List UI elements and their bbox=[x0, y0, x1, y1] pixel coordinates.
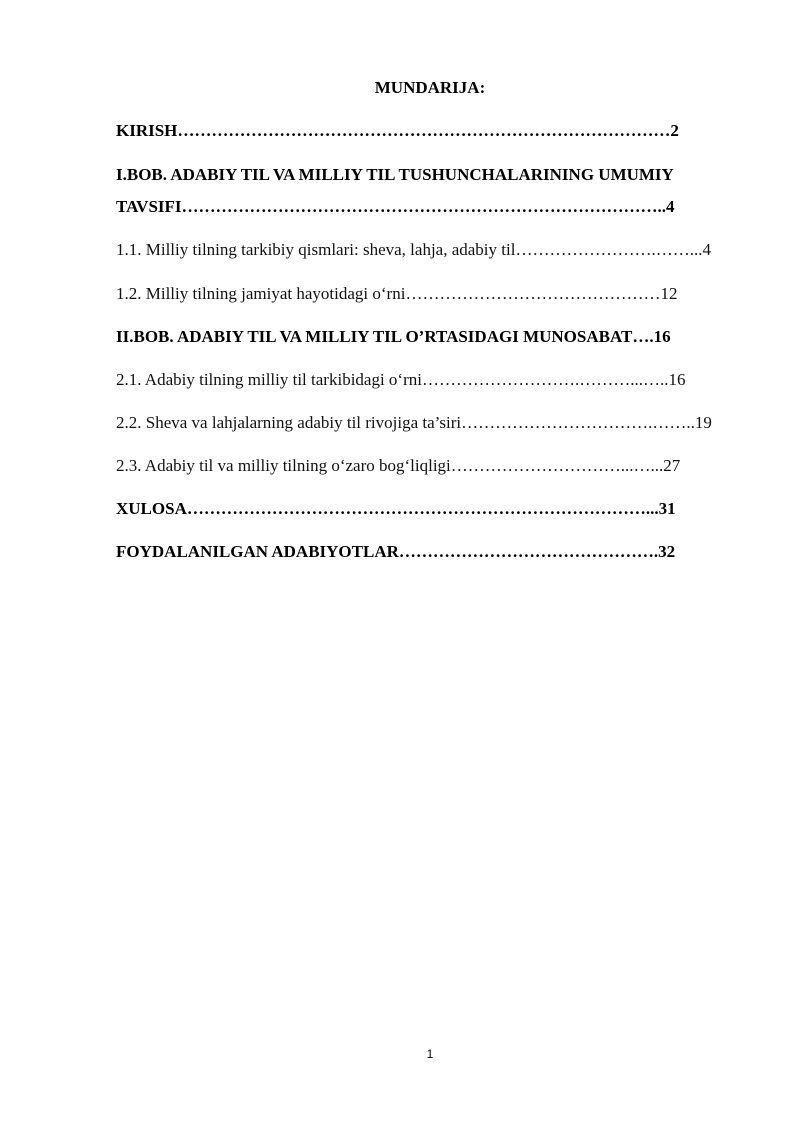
toc-entry-chapter-2: II.BOB. ADABIY TIL VA MILLIY TIL O’RTASIDAGI MUNOSABAT….16 bbox=[116, 327, 671, 346]
page-number: 1 bbox=[426, 1047, 434, 1061]
toc-entry-chapter-1-line-1: I.BOB. ADABIY TIL VA MILLIY TIL TUSHUNCHALARINING UMUMIY bbox=[116, 165, 674, 184]
toc-entry-section-2-1: 2.1. Adabiy tilning milliy til tarkibidagi o‘rni……………………….………...…..16 bbox=[116, 370, 686, 389]
toc-entry-section-1-1: 1.1. Milliy tilning tarkibiy qismlari: sheva, lahja, adabiy til…………………….……...4 bbox=[116, 240, 711, 259]
page-title: MUNDARIJA: bbox=[374, 78, 486, 97]
toc-entry-section-1-2: 1.2. Milliy tilning jamiyat hayotidagi o‘rni………………………………………12 bbox=[116, 284, 678, 303]
toc-entry-kirish: KIRISH……………………………………………………………………………2 bbox=[116, 121, 679, 140]
toc-entry-chapter-1-line-2: TAVSIFI…………………………………………………………………………..4 bbox=[116, 197, 675, 216]
toc-entry-section-2-3: 2.3. Adabiy til va milliy tilning o‘zaro bog‘liqligi…………………………...…...27 bbox=[116, 456, 681, 475]
toc-entry-adabiyotlar: FOYDALANILGAN ADABIYOTLAR……………………………………….32 bbox=[116, 542, 676, 561]
toc-entry-section-2-2: 2.2. Sheva va lahjalarning adabiy til rivojiga ta’siri…………………………….……..19 bbox=[116, 413, 712, 432]
toc-entry-xulosa: XULOSA………………………………………………………………………...31 bbox=[116, 499, 676, 518]
